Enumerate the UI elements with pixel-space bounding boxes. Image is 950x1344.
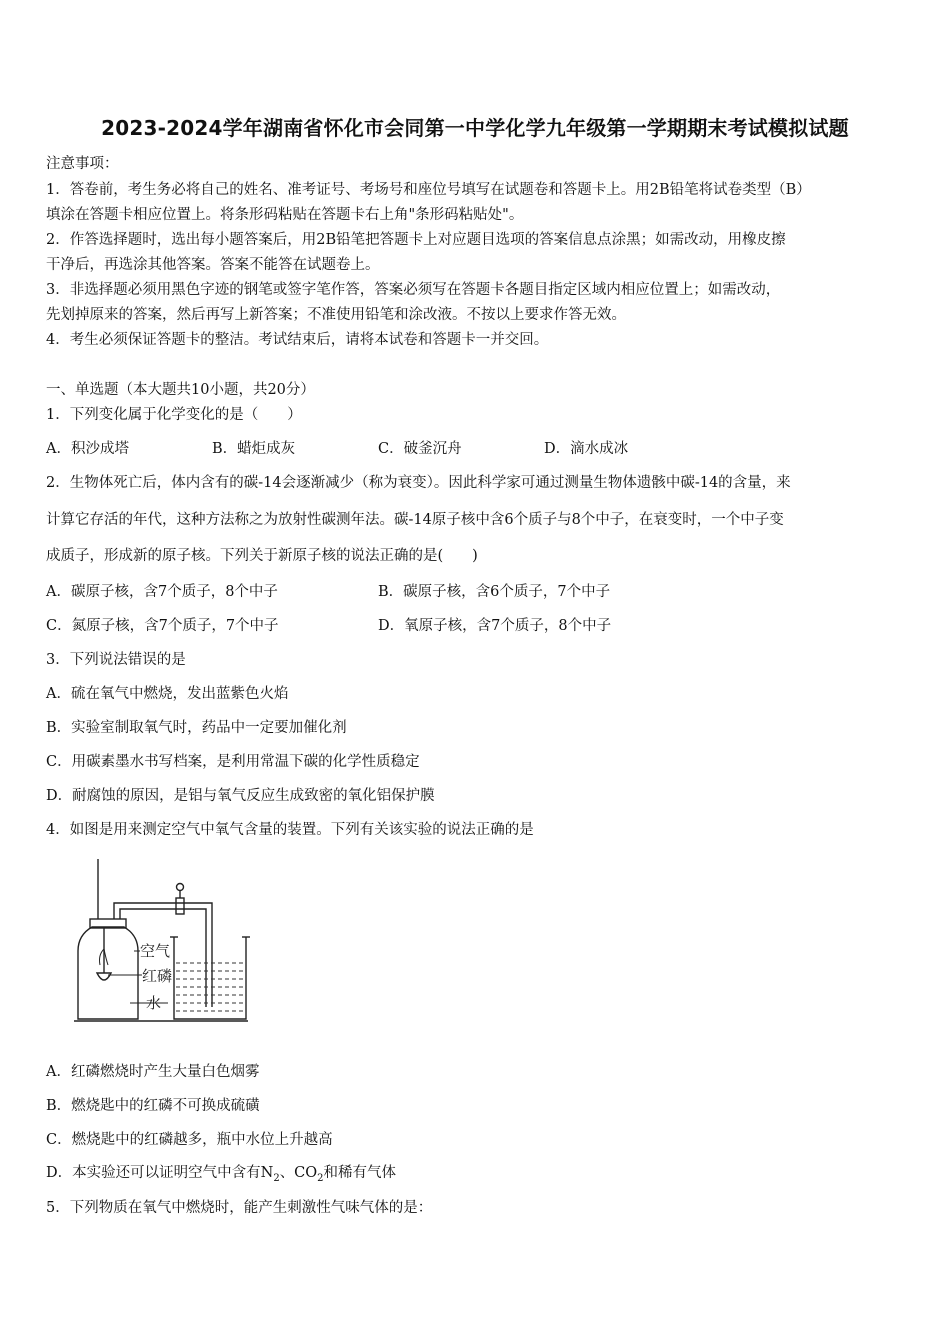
question-4-stem: 4．如图是用来测定空气中氧气含量的装置。下列有关该实验的说法正确的是 — [46, 822, 534, 838]
notice-line: 填涂在答题卡相应位置上。将条形码粘贴在答题卡右上角"条形码粘贴处"。 — [46, 207, 524, 223]
q2-option-c: C．氮原子核，含7个质子，7个中子 — [46, 618, 279, 634]
question-2-stem: 成质子，形成新的原子核。下列关于新原子核的说法正确的是( ) — [46, 548, 478, 564]
notice-heading: 注意事项： — [46, 156, 119, 172]
q4-option-d-text: D．本实验还可以证明空气中含有N — [46, 1165, 274, 1181]
q3-option-b: B．实验室制取氧气时，药品中一定要加催化剂 — [46, 720, 347, 736]
notice-line: 2．作答选择题时，选出每小题答案后，用2B铅笔把答题卡上对应题目选项的答案信息点涂黑；如需改动，用橡皮擦 — [46, 232, 786, 248]
q3-option-a: A．硫在氧气中燃烧，发出蓝紫色火焰 — [46, 686, 289, 702]
question-1-stem: 1．下列变化属于化学变化的是（ ） — [46, 407, 302, 423]
q3-option-c: C．用碳素墨水书写档案，是利用常温下碳的化学性质稳定 — [46, 754, 420, 770]
q4-option-d-subscript: 2 — [317, 1172, 324, 1184]
q1-option-c: C．破釜沉舟 — [378, 441, 462, 457]
figure-label-air: 空气 — [140, 942, 171, 960]
notice-line: 干净后，再选涂其他答案。答案不能答在试题卷上。 — [46, 257, 380, 273]
q4-option-d-text: 和稀有气体 — [323, 1165, 397, 1181]
q4-option-d-text: 、CO — [279, 1165, 318, 1181]
page-title: 2023-2024学年湖南省怀化市会同第一中学化学九年级第一学期期末考试模拟试题 — [101, 116, 849, 140]
question-2-stem: 2．生物体死亡后，体内含有的碳-14会逐渐减少（称为衰变）。因此科学家可通过测量生物体遗骸中碳-14的含量，来 — [46, 475, 791, 491]
q4-option-b: B．燃烧匙中的红磷不可换成硫磺 — [46, 1098, 260, 1114]
q2-option-a: A．碳原子核，含7个质子，8个中子 — [46, 584, 278, 600]
question-3-stem: 3．下列说法错误的是 — [46, 652, 186, 668]
notice-line: 1．答卷前，考生务必将自己的姓名、准考证号、考场号和座位号填写在试题卷和答题卡上。用2B铅笔将试卷类型（B） — [46, 182, 811, 198]
q4-option-c: C．燃烧匙中的红磷越多，瓶中水位上升越高 — [46, 1132, 333, 1148]
q3-option-d: D．耐腐蚀的原因，是铝与氧气反应生成致密的氧化铝保护膜 — [46, 788, 435, 804]
q2-option-b: B．碳原子核，含6个质子，7个中子 — [378, 584, 611, 600]
notice-line: 4．考生必须保证答题卡的整洁。考试结束后，请将本试卷和答题卡一并交回。 — [46, 332, 549, 348]
q4-option-a: A．红磷燃烧时产生大量白色烟雾 — [46, 1064, 260, 1080]
notice-line: 先划掉原来的答案，然后再写上新答案；不准使用铅笔和涂改液。不按以上要求作答无效。 — [46, 307, 626, 323]
question-5-stem: 5．下列物质在氧气中燃烧时，能产生刺激性气味气体的是： — [46, 1200, 433, 1216]
q1-option-d: D．滴水成冰 — [544, 441, 629, 457]
figure-label-red-phosphorus: 红磷 — [142, 967, 173, 985]
q2-option-d: D．氧原子核，含7个质子，8个中子 — [378, 618, 612, 634]
q1-option-b: B．蜡炬成灰 — [212, 441, 296, 457]
q4-option-d-subscript: 2 — [273, 1172, 280, 1184]
notice-line: 3．非选择题必须用黑色字迹的钢笔或签字笔作答，答案必须写在答题卡各题目指定区域内相应位置上；如需改动， — [46, 282, 781, 298]
oxygen-apparatus-figure — [70, 855, 260, 1030]
question-2-stem: 计算它存活的年代，这种方法称之为放射性碳测年法。碳-14原子核中含6个质子与8个中子，在衰变时，一个中子变 — [46, 512, 784, 528]
section-heading: 一、单选题（本大题共10小题，共20分） — [46, 382, 315, 398]
q4-option-d — [46, 1161, 396, 1184]
figure-label-water: 水 — [146, 994, 162, 1012]
q1-option-a: A．积沙成塔 — [46, 441, 129, 457]
